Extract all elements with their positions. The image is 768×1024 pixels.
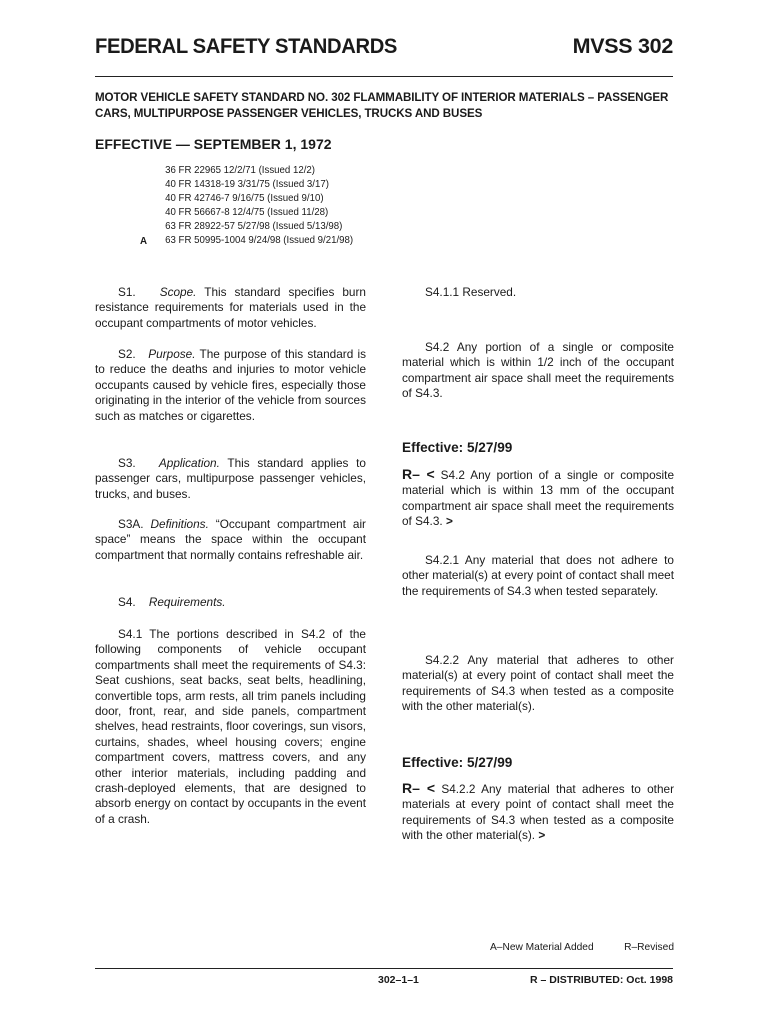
legend-new-material: A–New Material Added [490,942,594,953]
section-term: Application. [158,456,220,470]
section-number: S2. [118,347,136,361]
citation-item [140,234,353,248]
revision-close-mark: > [445,514,453,529]
revised-section-s4-2 [402,467,674,530]
section-number: S3. [118,456,136,470]
citation-text: 63 FR 50995-1004 9/24/98 (Issued 9/21/98) [165,235,354,246]
citation-item [140,192,353,206]
citation-text: 36 FR 22965 12/2/71 (Issued 12/2) [165,165,315,176]
section-term: Requirements. [148,595,226,609]
distribution-date: R – DISTRIBUTED: Oct. 1998 [530,974,673,986]
header-title: FEDERAL SAFETY STANDARDS [95,34,398,58]
legend-revised: R–Revised [624,942,674,953]
section-s4-2-2: S4.2.2 Any material that adheres to other material(s) at every point of contact shall meet the requirements of S4.3 when tested as a composite with the other material(s). [402,653,674,714]
citation-item [140,220,353,234]
effective-heading: Effective: 5/27/99 [402,440,513,455]
effective-date: EFFECTIVE — SEPTEMBER 1, 1972 [95,136,332,152]
citation-text: 40 FR 14318-19 3/31/75 (Issued 3/17) [165,179,329,190]
citation-item [140,206,353,220]
header-standard-code: MVSS 302 [572,34,673,58]
section-number: S4. [118,595,136,609]
citation-text: 40 FR 56667-8 12/4/75 (Issued 11/28) [165,207,329,218]
section-term: Scope. [159,285,197,299]
section-s1 [95,285,366,331]
footer-divider [95,968,673,969]
citation-mark: A [140,235,148,247]
revision-text: S4.2 Any portion of a single or composite material which is within 13 mm of the occupant compartment air space shall meet the requirements of S4.3. [402,468,675,529]
citation-text: 40 FR 42746-7 9/16/75 (Issued 9/10) [165,193,324,204]
section-s4-1-1: S4.1.1 Reserved. [425,285,517,299]
section-text: This standard applies to passenger cars, multipurpose passenger vehicles, trucks, and buses. [95,456,366,501]
revision-close-mark: > [538,828,546,843]
section-text: The purpose of this standard is to reduce the deaths and injuries to motor vehicle occupants caused by vehicle fires, especially those originating in the interior of the vehicle from sources such as matches or cigarettes. [95,347,366,423]
section-s3 [95,456,366,502]
section-s3a [95,517,366,563]
page-header [95,33,673,77]
section-number: S1. [118,285,136,299]
page-number: 302–1–1 [378,974,419,986]
revision-open-mark: R– < [402,466,435,482]
section-text: This standard specifies burn resistance requirements for materials used in the occupant compartments of motor vehicles. [95,285,366,330]
revision-text: S4.2.2 Any material that adheres to other materials at every point of contact shall meet the requirements of S4.3 when tested as a composite with the other material(s). [402,782,674,843]
section-term: Definitions. [150,517,209,531]
citation-list [140,164,353,248]
section-term: Purpose. [148,347,196,361]
standard-title: MOTOR VEHICLE SAFETY STANDARD NO. 302 FLAMMABILITY OF INTERIOR MATERIALS – PASSENGER CARS, MULTIPURPOSE PASSENGER VEHICLES, TRUCKS AND BUSES [95,91,669,120]
revised-section-s4-2-2 [402,781,674,844]
revision-open-mark: R– < [402,780,435,796]
section-number: S3A. [118,517,144,531]
section-s4-2-1: S4.2.1 Any material that does not adhere to other material(s) at every point of contact shall meet the requirements of S4.3 when tested separately. [402,553,674,598]
section-text: “Occupant compartment air space” means the space within the occupant compartment that normally contains refreshable air. [95,517,366,562]
section-s4-1: S4.1 The portions described in S4.2 of the following components of vehicle occupant compartments shall meet the requirements of S4.3: Seat cushions, seat backs, seat belts, headlining, convertible tops, arm rests, all trim panels including door, front, rear, and side panels, compartment shelves, head restraints, floor coverings, sun visors, curtains, shades, wheel housing covers; engine compartment covers, mattress covers, and any other interior materials, including padding and crash-deployed elements, that are designed to absorb energy on contact by occupants in the event of a crash. [95,627,366,826]
citation-item [140,178,353,192]
effective-heading: Effective: 5/27/99 [402,755,513,770]
section-s4-2: S4.2 Any portion of a single or composite material which is within 1/2 inch of the occupant compartment air space shall meet the requirements of S4.3. [402,340,674,401]
citation-item [140,164,353,178]
section-s4 [95,595,366,610]
citation-text: 63 FR 28922-57 5/27/98 (Issued 5/13/98) [165,221,343,232]
section-s2 [95,347,366,424]
